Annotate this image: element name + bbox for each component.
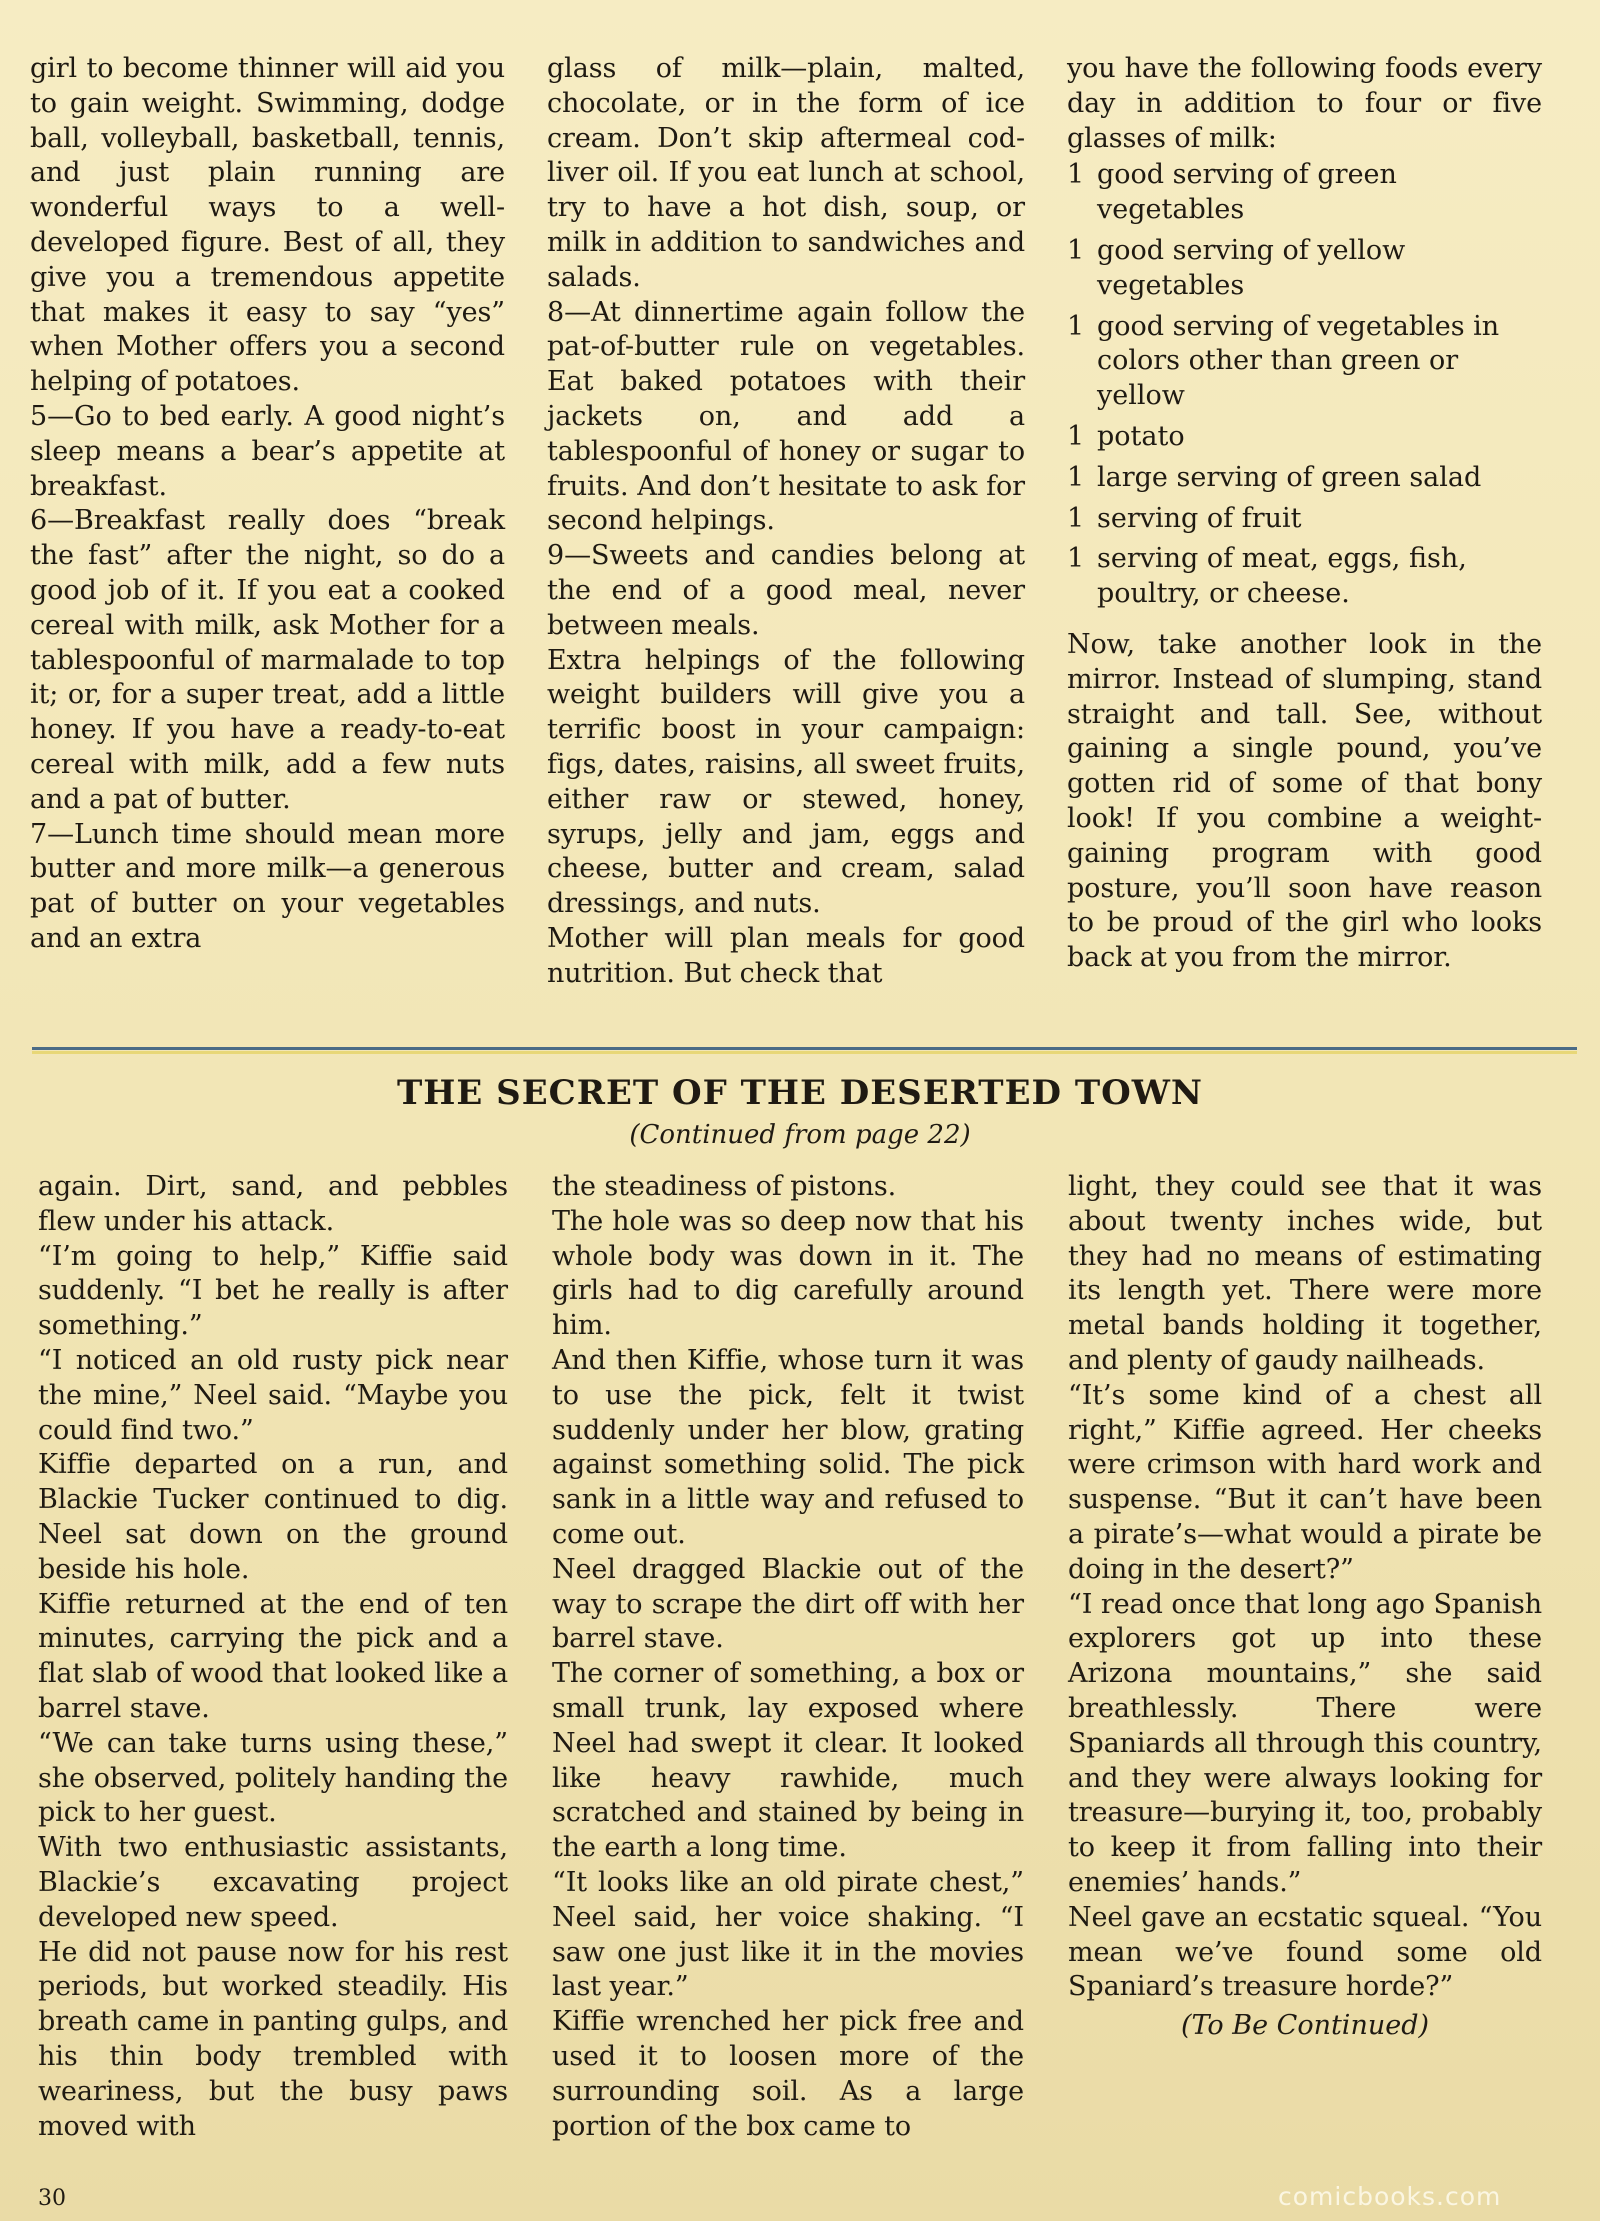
- paragraph: Kiffie wrenched her pick free and used it to loosen more of the surrounding soil. As a large portion of the box came to: [552, 2006, 1024, 2142]
- top-article-column-3: [1067, 52, 1542, 992]
- food-list: [1067, 158, 1542, 618]
- paragraph: Neel gave an ecstatic squeal. “You mean we’ve found some old Spaniard’s treasure horde?”: [1068, 1901, 1542, 2003]
- paragraph: The hole was so deep now that his whole body was down in it. The girls had to dig carefully around him.: [552, 1205, 1024, 1342]
- top-article-column-1: [30, 52, 505, 992]
- list-quantity: 1: [1067, 159, 1085, 191]
- paragraph: Neel dragged Blackie out of the way to scrape the dirt off with her barrel stave.: [552, 1553, 1024, 1655]
- list-item: [1067, 542, 1542, 612]
- paragraph: “I read once that long ago Spanish explorers got up into these Arizona mountains,” she said breathlessly. There were Spaniards all through this country, and they were always looking for treasure—burying it, too, probably to keep it from falling into their enemies’ hands.”: [1068, 1588, 1542, 1898]
- list-text: good serving of green vegetables: [1097, 159, 1397, 226]
- top-article-column-2: [547, 52, 1025, 992]
- paragraph: Kiffie departed on a run, and Blackie Tucker continued to dig. Neel sat down on the ground beside his hole.: [38, 1449, 508, 1585]
- paragraph: light, they could see that it was about twenty inches wide, but they had no means of estimating its length yet. There were more metal bands holding it together, and plenty of gaudy nailheads.: [1068, 1171, 1542, 1376]
- paragraph: girl to become thinner will aid you to gain weight. Swimming, dodge ball, volleyball, basketball, tennis, and just plain running are wonderful ways to a well-developed figure. Best of all, they give you a tremendous appetite that makes it easy to say “yes” when Mother offers you a second helping of potatoes.: [30, 53, 505, 398]
- list-quantity: 1: [1067, 420, 1085, 452]
- paragraph: the steadiness of pistons.: [552, 1171, 897, 1202]
- story-subtitle: (Continued from page 22): [629, 1120, 971, 1150]
- list-item: [1067, 310, 1542, 414]
- story-title: THE SECRET OF THE DESERTED TOWN: [396, 1073, 1204, 1113]
- paragraph: Mother will plan meals for good nutrition. But check that: [547, 922, 1025, 989]
- to-be-continued: (To Be Continued): [1180, 2010, 1430, 2042]
- list-quantity: 1: [1067, 543, 1085, 575]
- list-item: [1067, 420, 1542, 455]
- paragraph: Now, take another look in the mirror. Instead of slumping, stand straight and tall. See, without gaining a single pound, you’ve gotten rid of some of that bony look! If you combine a weight-gaining program with good posture, you’ll soon have reason to be proud of the girl who looks back at you from the mirror.: [1067, 628, 1542, 974]
- divider-rule-highlight: [32, 1051, 1577, 1054]
- paragraph: you have the following foods every day in addition to four or five glasses of milk:: [1067, 53, 1542, 154]
- list-quantity: 1: [1067, 461, 1085, 493]
- list-text: good serving of yellow vegetables: [1097, 234, 1406, 301]
- top-article: [30, 52, 1542, 992]
- list-text: potato: [1097, 420, 1185, 452]
- paragraph: glass of milk—plain, malted, chocolate, or in the form of ice cream. Don’t skip aftermeal cod-liver oil. If you eat lunch at school, try to have a hot dish, soup, or milk in addition to sandwiches and salads.: [547, 53, 1025, 293]
- paragraph: “I’m going to help,” Kiffie said suddenly. “I bet he really is after something.”: [38, 1240, 508, 1342]
- list-quantity: 1: [1067, 234, 1085, 266]
- list-item: [1067, 234, 1542, 304]
- divider-rule: [32, 1047, 1577, 1050]
- paragraph: 7—Lunch time should mean more butter and more milk—a generous pat of butter on your vegetables and an extra: [30, 818, 505, 954]
- list-item: [1067, 158, 1542, 228]
- list-text: serving of fruit: [1097, 502, 1302, 534]
- paragraph: “It looks like an old pirate chest,” Neel said, her voice shaking. “I saw one just like it in the movies last year.”: [552, 1866, 1024, 2003]
- story-column-2: [552, 1170, 1024, 2144]
- paragraph: 6—Breakfast really does “break the fast” after the night, so do a good job of it. If you eat a cooked cereal with milk, ask Mother for a tablespoonful of marmalade to top it; or, for a super treat, add a little honey. If you have a ready-to-eat cereal with milk, add a few nuts and a pat of butter.: [30, 505, 505, 815]
- paragraph: Kiffie returned at the end of ten minutes, carrying the pick and a flat slab of wood that looked like a barrel stave.: [38, 1588, 508, 1724]
- watermark: comicbooks.com: [1278, 2182, 1502, 2211]
- paragraph: 9—Sweets and candies belong at the end of a good meal, never between meals.: [547, 540, 1025, 641]
- paragraph: The corner of something, a box or small trunk, lay exposed where Neel had swept it clear. It looked like heavy rawhide, much scratched and stained by being in the earth a long time.: [552, 1658, 1024, 1864]
- story-body: [38, 1170, 1542, 2144]
- paragraph: “I noticed an old rusty pick near the mine,” Neel said. “Maybe you could find two.”: [38, 1344, 508, 1446]
- list-quantity: 1: [1067, 310, 1085, 342]
- paragraph: “It’s some kind of a chest all right,” Kiffie agreed. Her cheeks were crimson with hard work and suspense. “But it can’t have been a pirate’s—what would a pirate be doing in the desert?”: [1068, 1379, 1542, 1585]
- list-item: [1067, 461, 1542, 496]
- paragraph: again. Dirt, sand, and pebbles flew under his attack.: [38, 1171, 508, 1237]
- story-column-3: [1068, 1170, 1542, 2144]
- paragraph: 5—Go to bed early. A good night’s sleep means a bear’s appetite at breakfast.: [30, 400, 505, 502]
- paragraph: Extra helpings of the following weight builders will give you a terrific boost in your campaign: figs, dates, raisins, all sweet fruits, either raw or stewed, honey, syrups, jelly and jam, eggs and cheese, butter and cream, salad dressings, and nuts.: [547, 644, 1025, 920]
- paragraph: With two enthusiastic assistants, Blackie’s excavating project developed new speed.: [38, 1832, 508, 1933]
- story-column-1: [38, 1170, 508, 2144]
- paragraph: He did not pause now for his rest periods, but worked steadily. His breath came in panting gulps, and his thin body trembled with weariness, but the busy paws moved with: [38, 1936, 508, 2142]
- paragraph: 8—At dinnertime again follow the pat-of-butter rule on vegetables. Eat baked potatoes with their jackets on, and add a tablespoonful of honey or sugar to fruits. And don’t hesitate to ask for second helpings.: [547, 296, 1025, 537]
- list-item: [1067, 502, 1542, 537]
- list-text: large serving of green salad: [1097, 461, 1482, 493]
- paragraph: And then Kiffie, whose turn it was to use the pick, felt it twist suddenly under her blow, grating against something solid. The pick sank in a little way and refused to come out.: [552, 1344, 1024, 1550]
- list-text: good serving of vegetables in colors other than green or yellow: [1097, 310, 1500, 412]
- paragraph: “We can take turns using these,” she observed, politely handing the pick to her guest.: [38, 1727, 508, 1829]
- list-quantity: 1: [1067, 502, 1085, 534]
- list-text: serving of meat, eggs, fish, poultry, or cheese.: [1097, 543, 1467, 610]
- page-number: 30: [38, 2186, 66, 2211]
